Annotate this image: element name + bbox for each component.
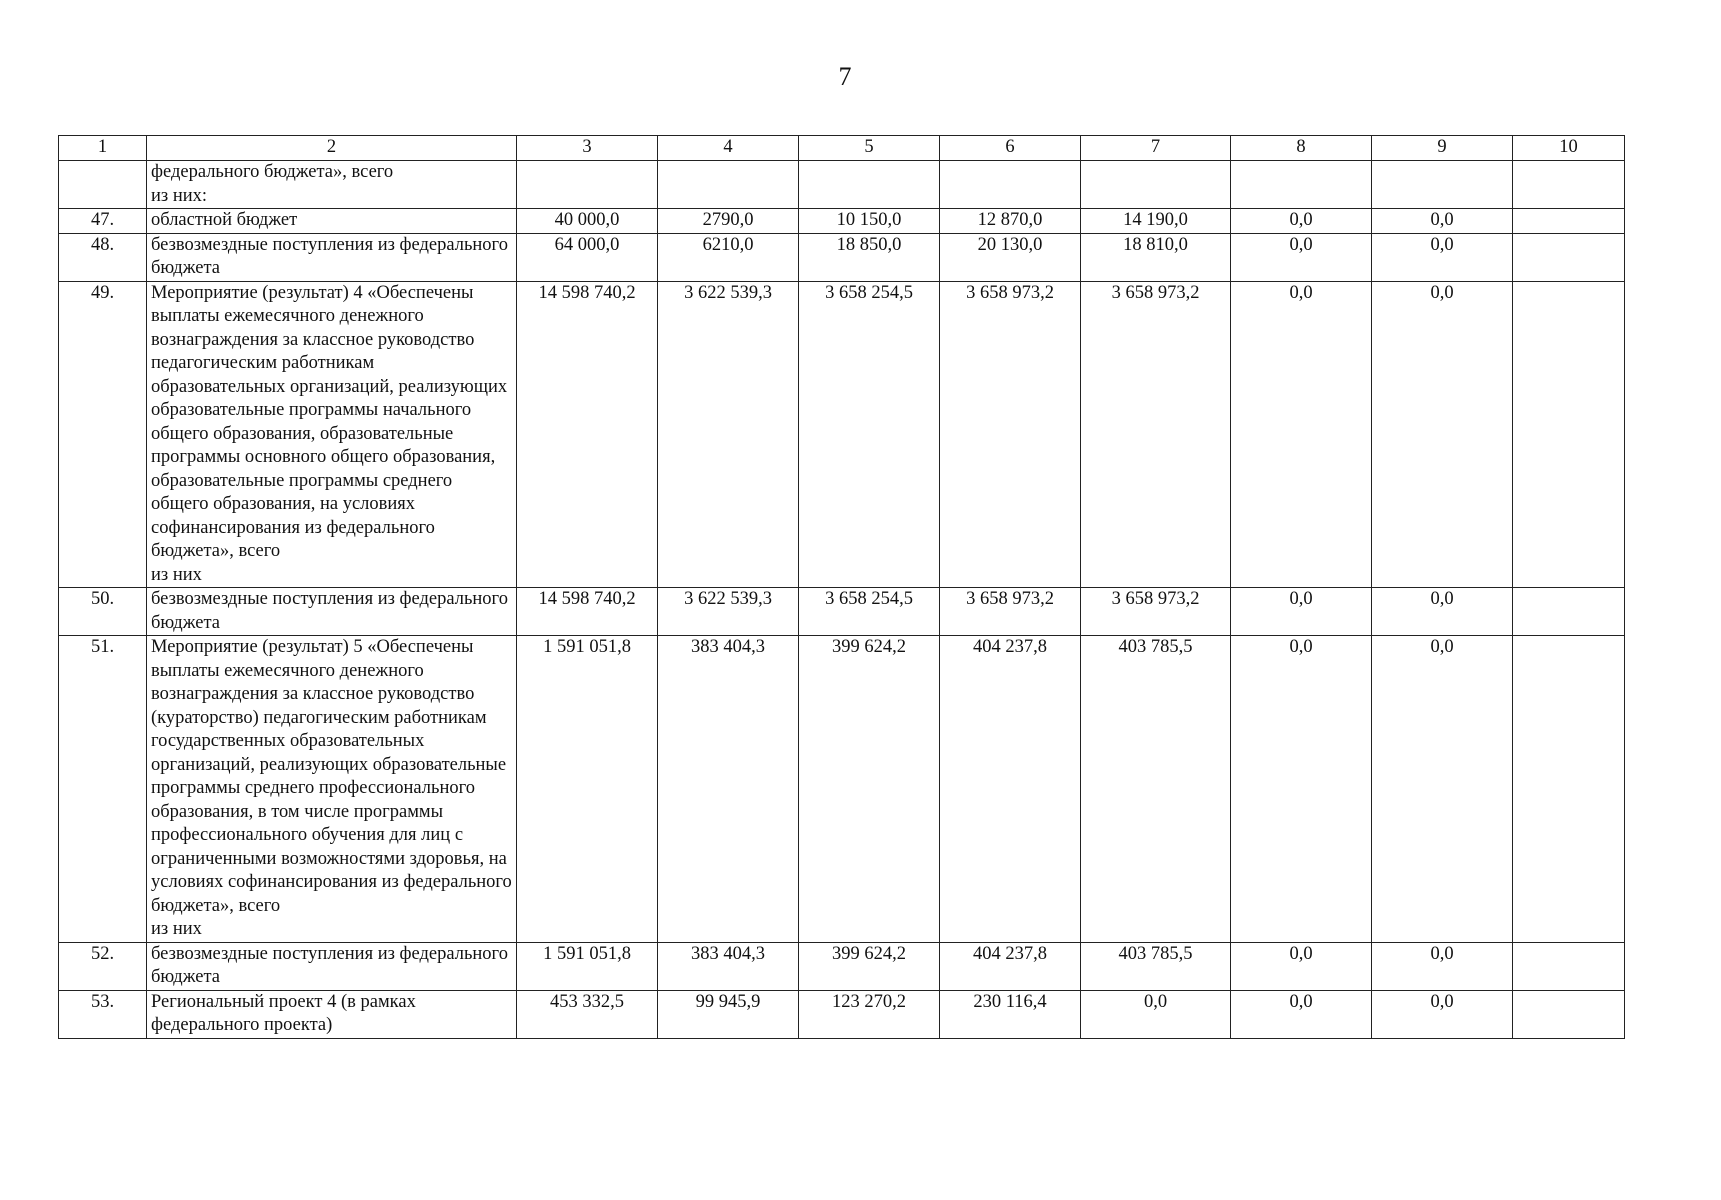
value-cell-col5: 3 658 254,5 [799, 281, 940, 588]
value-cell-col7 [1081, 161, 1231, 209]
value-cell-col10 [1513, 233, 1625, 281]
column-header-7: 7 [1081, 136, 1231, 161]
value-cell-col7: 14 190,0 [1081, 209, 1231, 234]
value-cell-col7: 0,0 [1081, 990, 1231, 1038]
row-name: Мероприятие (результат) 5 «Обеспечены выплаты ежемесячного денежного вознаграждения за классное руководство (кураторство) педагогическим работникам государственных образовательных организаций, реализующих образовательные программы среднего профессионального образования, в том числе программы профессионального обучения для лиц с ограниченными возможностями здоровья, на условиях софинансирования из федерального бюджета», всего из них [147, 636, 517, 943]
value-cell-col8: 0,0 [1231, 990, 1372, 1038]
value-cell-col7: 3 658 973,2 [1081, 588, 1231, 636]
value-cell-col5: 399 624,2 [799, 942, 940, 990]
value-cell-col9 [1372, 161, 1513, 209]
row-number: 48. [59, 233, 147, 281]
row-number: 51. [59, 636, 147, 943]
table-row [59, 233, 1625, 281]
row-name: Мероприятие (результат) 4 «Обеспечены выплаты ежемесячного денежного вознаграждения за классное руководство педагогическим работникам образовательных организаций, реализующих образовательные программы начального общего образования, образовательные программы основного общего образования, образовательные программы среднего общего образования, на условиях софинансирования из федерального бюджета», всего из них [147, 281, 517, 588]
column-header-10: 10 [1513, 136, 1625, 161]
value-cell-col6: 3 658 973,2 [940, 281, 1081, 588]
value-cell-col4: 3 622 539,3 [658, 281, 799, 588]
value-cell-col10 [1513, 942, 1625, 990]
value-cell-col9: 0,0 [1372, 636, 1513, 943]
value-cell-col4: 3 622 539,3 [658, 588, 799, 636]
row-number [59, 161, 147, 209]
value-cell-col4: 383 404,3 [658, 636, 799, 943]
value-cell-col10 [1513, 161, 1625, 209]
row-name: безвозмездные поступления из федерального бюджета [147, 942, 517, 990]
value-cell-col8: 0,0 [1231, 942, 1372, 990]
value-cell-col4: 383 404,3 [658, 942, 799, 990]
table-row [59, 209, 1625, 234]
row-number: 47. [59, 209, 147, 234]
column-header-2: 2 [147, 136, 517, 161]
value-cell-col5: 123 270,2 [799, 990, 940, 1038]
value-cell-col10 [1513, 209, 1625, 234]
column-header-4: 4 [658, 136, 799, 161]
value-cell-col9: 0,0 [1372, 209, 1513, 234]
table-body [59, 161, 1625, 1039]
row-number: 49. [59, 281, 147, 588]
value-cell-col5: 399 624,2 [799, 636, 940, 943]
value-cell-col5 [799, 161, 940, 209]
value-cell-col7: 403 785,5 [1081, 942, 1231, 990]
column-header-8: 8 [1231, 136, 1372, 161]
value-cell-col9: 0,0 [1372, 281, 1513, 588]
value-cell-col8 [1231, 161, 1372, 209]
value-cell-col3: 14 598 740,2 [517, 588, 658, 636]
row-number: 52. [59, 942, 147, 990]
column-header-3: 3 [517, 136, 658, 161]
column-header-6: 6 [940, 136, 1081, 161]
column-header-1: 1 [59, 136, 147, 161]
value-cell-col6: 230 116,4 [940, 990, 1081, 1038]
value-cell-col10 [1513, 990, 1625, 1038]
value-cell-col10 [1513, 281, 1625, 588]
row-number: 50. [59, 588, 147, 636]
value-cell-col5: 18 850,0 [799, 233, 940, 281]
value-cell-col9: 0,0 [1372, 942, 1513, 990]
value-cell-col6: 20 130,0 [940, 233, 1081, 281]
value-cell-col6: 404 237,8 [940, 636, 1081, 943]
table-row [59, 281, 1625, 588]
value-cell-col5: 10 150,0 [799, 209, 940, 234]
value-cell-col4: 2790,0 [658, 209, 799, 234]
page-number: 7 [838, 62, 852, 91]
value-cell-col6: 404 237,8 [940, 942, 1081, 990]
value-cell-col5: 3 658 254,5 [799, 588, 940, 636]
row-name: областной бюджет [147, 209, 517, 234]
row-name: безвозмездные поступления из федерального бюджета [147, 588, 517, 636]
value-cell-col3: 40 000,0 [517, 209, 658, 234]
row-name: безвозмездные поступления из федерального бюджета [147, 233, 517, 281]
table-row [59, 990, 1625, 1038]
value-cell-col6: 3 658 973,2 [940, 588, 1081, 636]
table-row [59, 588, 1625, 636]
row-name: Региональный проект 4 (в рамках федерального проекта) [147, 990, 517, 1038]
value-cell-col8: 0,0 [1231, 209, 1372, 234]
value-cell-col7: 403 785,5 [1081, 636, 1231, 943]
value-cell-col6: 12 870,0 [940, 209, 1081, 234]
value-cell-col8: 0,0 [1231, 636, 1372, 943]
row-name: федерального бюджета», всего из них: [147, 161, 517, 209]
value-cell-col9: 0,0 [1372, 588, 1513, 636]
value-cell-col3: 1 591 051,8 [517, 636, 658, 943]
value-cell-col6 [940, 161, 1081, 209]
value-cell-col4: 6210,0 [658, 233, 799, 281]
value-cell-col8: 0,0 [1231, 233, 1372, 281]
value-cell-col7: 3 658 973,2 [1081, 281, 1231, 588]
table-row [59, 942, 1625, 990]
value-cell-col3: 453 332,5 [517, 990, 658, 1038]
value-cell-col8: 0,0 [1231, 281, 1372, 588]
value-cell-col8: 0,0 [1231, 588, 1372, 636]
value-cell-col3 [517, 161, 658, 209]
column-header-9: 9 [1372, 136, 1513, 161]
value-cell-col10 [1513, 588, 1625, 636]
value-cell-col3: 64 000,0 [517, 233, 658, 281]
table-row [59, 161, 1625, 209]
budget-table [58, 135, 1625, 1039]
header-row [59, 136, 1625, 161]
row-number: 53. [59, 990, 147, 1038]
value-cell-col3: 1 591 051,8 [517, 942, 658, 990]
table-row [59, 636, 1625, 943]
value-cell-col7: 18 810,0 [1081, 233, 1231, 281]
column-header-5: 5 [799, 136, 940, 161]
value-cell-col10 [1513, 636, 1625, 943]
value-cell-col3: 14 598 740,2 [517, 281, 658, 588]
value-cell-col9: 0,0 [1372, 233, 1513, 281]
value-cell-col4: 99 945,9 [658, 990, 799, 1038]
value-cell-col9: 0,0 [1372, 990, 1513, 1038]
value-cell-col4 [658, 161, 799, 209]
